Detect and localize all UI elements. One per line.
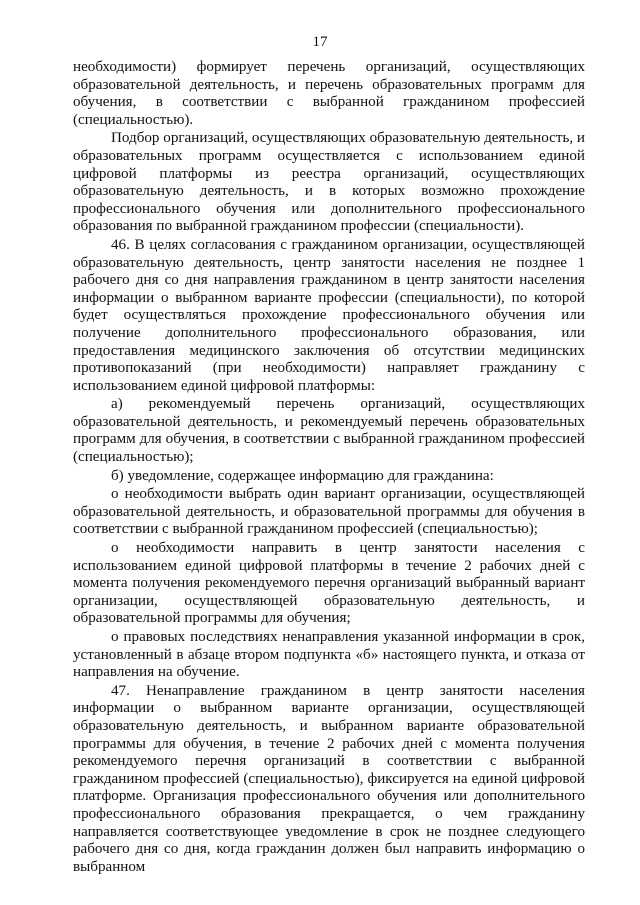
paragraph: о необходимости выбрать один вариант организации, осуществляющей образовательной деятельность, и образовательной программы для обучения в соответствии с выбранной гражданином профессией (специальностью); [73,486,585,538]
paragraph: Подбор организаций, осуществляющих образовательную деятельность, и образовательных программ осуществляется с использованием единой цифровой платформы из реестра организаций, осуществляющих образовательную деятельность, и в которых возможно прохождение профессионального обучения или дополнительного профессионального образования по выбранной гражданином профессии (специальности). [73,130,585,235]
paragraph: о необходимости направить в центр занятости населения с использованием единой цифровой платформы в течение 2 рабочих дней с момента получения рекомендуемого перечня организаций выбранный вариант организации, осуществляющей образовательную деятельность, и образовательной программы для обучения; [73,540,585,627]
paragraph: а) рекомендуемый перечень организаций, осуществляющих образовательной деятельность, и рекомендуемый перечень образовательных программ для обучения, в соответствии с выбранной гражданином профессией (специальностью); [73,396,585,466]
paragraph: б) уведомление, содержащее информацию для гражданина: [111,467,494,484]
paragraph: необходимости) формирует перечень организаций, осуществляющих образовательной деятельность, и перечень образовательных программ для обучения, в соответствии с выбранной гражданином профессией (специальностью). [73,59,585,128]
paragraph: 46. В целях согласования с гражданином организации, осуществляющей образовательную деятельность, центр занятости населения не позднее 1 рабочего дня со дня направления гражданином в центр занятости населения информации о выбранном варианте профессии (специальности), по которой будет осуществляться прохождение профессионального обучения или получение дополнительного профессионального образования, или предоставления медицинского заключения об отсутствии медицинских противопоказаний (при необходимости) направляет гражданину с использованием единой цифровой платформы: [73,236,585,394]
paragraph: о правовых последствиях ненаправления указанной информации в срок, установленный в абзаце втором подпункта «б» настоящего пункта, и отказа от направления на обучение. [73,629,585,681]
paragraph: 47. Ненаправление гражданином в центр занятости населения информации о выбранном варианте организации, осуществляющей образовательную деятельность, и выбранном варианте образовательной программы для обучения, в течение 2 рабочих дней с момента получения рекомендуемого перечня организаций в соответствии с выбранной гражданином профессией (специальностью), фиксируется на единой цифровой платформе. Организация профессионального обучения или дополнительного профессионального образования прекращается, о чем гражданину направляется соответствующее уведомление в срок не позднее следующего рабочего дня со дня, когда гражданин должен был направить информацию о выбранном [73,682,585,875]
document-body [73,59,585,877]
page-number: 17 [312,34,328,50]
